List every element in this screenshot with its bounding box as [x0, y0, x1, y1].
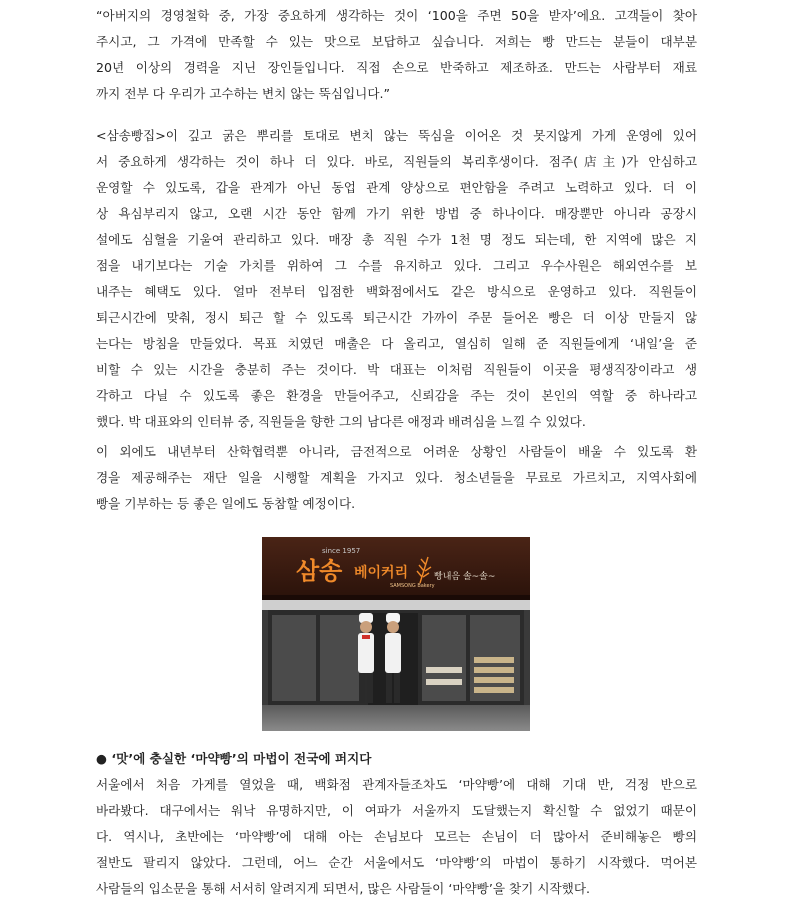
text-line: 주시고, 그 가격에 만족할 수 있는 맛으로 보답하고 싶습니다. 저희는 빵 만드는 분들이 대부분: [96, 34, 697, 49]
text-line: 바라봤다. 대구에서는 워낙 유명하지만, 이 여파가 서울까지 도달했는지 확신할 수 없었기 때문이: [96, 803, 697, 818]
text-line: 빵을 기부하는 등 좋은 일에도 동참할 예정이다.: [96, 496, 356, 511]
text-line: 퇴근시간에 맞춰, 정시 퇴근 할 수 있도록 퇴근시간 가까이 주문 들어온 빵은 더 이상 만들지 않: [96, 310, 697, 325]
sign-brand: 삼송: [296, 557, 343, 585]
sign-english: SAMSONG Bakery: [390, 583, 435, 589]
text-line: 서울에서 처음 가게를 열었을 때, 백화점 관계자들조차도 ‘마약빵’에 대해 기대 반, 걱정 반으로: [96, 777, 697, 792]
text-line: 각하고 다닐 수 있도록 좋은 환경을 만들어주고, 신뢰감을 주는 것이 본인의 역할 중 하나라고: [96, 388, 697, 403]
text-line: “아버지의 경영철학 중, 가장 중요하게 생각하는 것이 ‘100을 주면 50을 받자’에요. 고객들이 찾아: [96, 8, 697, 23]
text-line: 까지 전부 다 우리가 고수하는 변치 않는 뚝심입니다.”: [96, 86, 391, 101]
sign-slogan: 빵내음 솔~솔~: [434, 572, 496, 582]
text-line: 했다. 박 대표와의 인터뷰 중, 직원들을 향한 그의 남다른 애정과 배려심을 느낄 수 있었다.: [96, 414, 586, 429]
text-line: 절반도 팔리지 않았다. 그런데, 어느 순간 서울에서도 ‘마약빵’의 마법이 통하기 시작했다. 먹어본: [96, 855, 697, 870]
text-line: 비할 수 있는 시간을 충분히 주는 것이다. 박 대표는 이처럼 직원들이 이곳을 평생직장이라고 생: [96, 362, 697, 377]
text-line: 상 욕심부리지 않고, 오랜 시간 동안 함께 가기 위한 방법 중 하나이다. 매장뿐만 아니라 공장시: [96, 206, 697, 221]
text-line: 점을 내기보다는 기술 가치를 위하여 그 수를 유지하고 있다. 그리고 우수사원은 해외연수를 보: [96, 258, 697, 273]
bakery-storefront-photo: [262, 537, 530, 731]
text-line: 서 중요하게 생각하는 것이 하나 더 있다. 바로, 직원들의 복리후생이다. 점주(店主)가 안심하고: [96, 154, 697, 169]
text-line: 이 외에도 내년부터 산학협력뿐 아니라, 금전적으로 어려운 상황인 사람들이 배울 수 있도록 환: [96, 444, 697, 459]
text-line: 내주는 혜택도 있다. 얼마 전부터 입점한 백화점에서도 같은 방식으로 운영하고 있다. 직원들이: [96, 284, 697, 299]
text-line: 설에도 심혈을 기울여 관리하고 있다. 매장 총 직원 수가 1천 명 정도 되는데, 한 지역에 많은 지: [96, 232, 697, 247]
sign-year: since 1957: [322, 547, 361, 555]
text-line: 20년 이상의 경력을 지닌 장인들입니다. 직접 손으로 반죽하고 제조하죠. 만드는 사람부터 재료: [96, 60, 697, 75]
text-line: 다. 역시나, 초반에는 ‘마약빵’에 대해 아는 손님보다 모르는 손님이 더 많아서 준비해놓은 빵의: [96, 829, 697, 844]
text-line: 는다는 방침을 만들었다. 목표 치였던 매출은 다 올리고, 열심히 일해 준 직원들에게 ‘내일’을 준: [96, 336, 697, 351]
section-heading: ● ‘맛’에 충실한 ‘마약빵’의 마법이 전국에 퍼지다: [96, 751, 372, 766]
text-line: 운영할 수 있도록, 갑을 관계가 아닌 동업 관계 양상으로 편안함을 주려고 노력하고 있다. 더 이: [96, 180, 697, 195]
text-line: <삼송빵집>이 깊고 굵은 뿌리를 토대로 변치 않는 뚝심을 이어온 것 못지않게 가게 운영에 있어: [96, 128, 697, 143]
sign-subtitle: 베이커리: [354, 565, 409, 581]
text-line: 사람들의 입소문을 통해 서서히 알려지게 되면서, 많은 사람들이 ‘마약빵’을 찾기 시작했다.: [96, 881, 591, 896]
text-line: 경을 제공해주는 재단 일을 시행할 계획을 가지고 있다. 청소년들을 무료로 가르치고, 지역사회에: [96, 470, 697, 485]
